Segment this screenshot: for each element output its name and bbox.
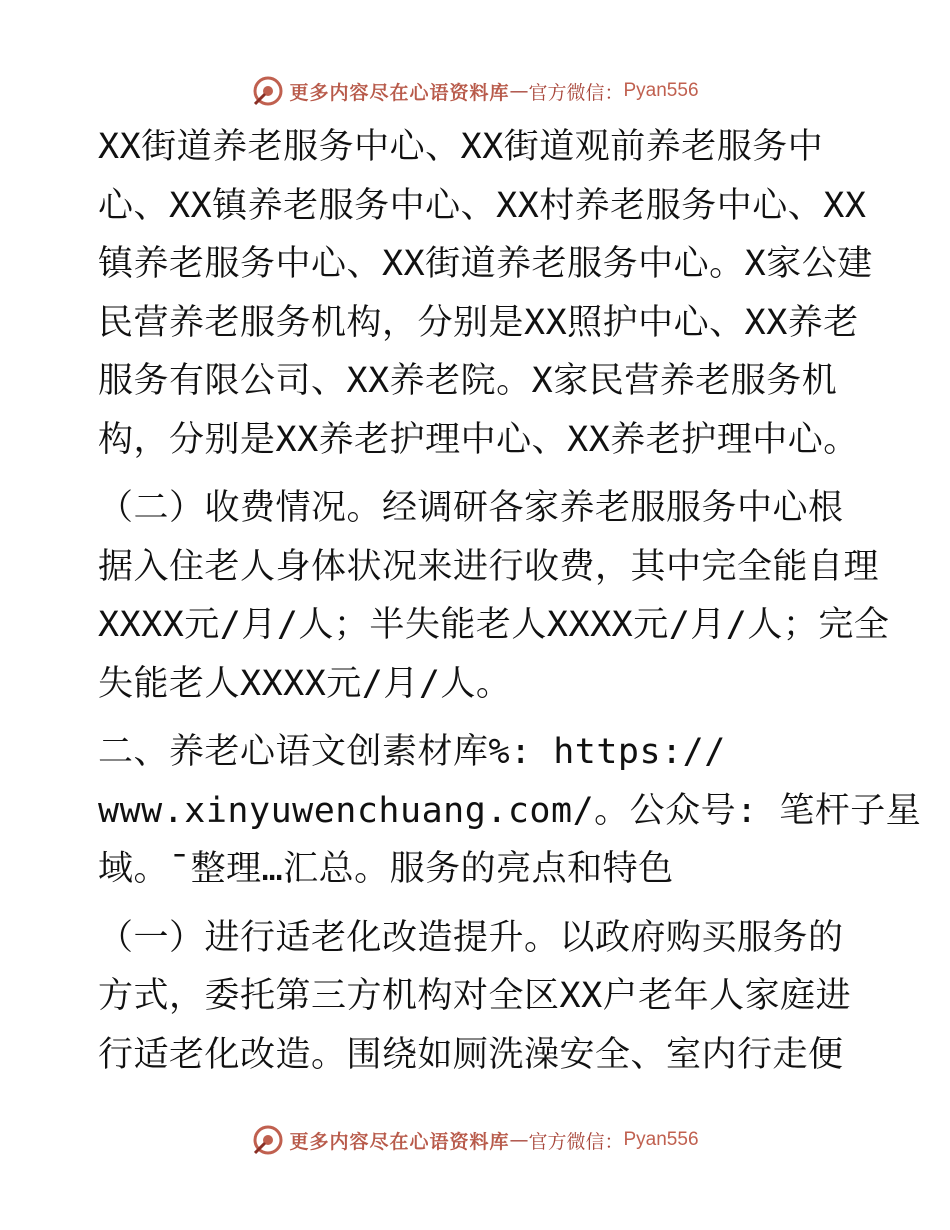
document-body xyxy=(98,118,922,1084)
paragraph-fees xyxy=(98,479,890,713)
watermark-dash: — xyxy=(509,1129,529,1151)
text-line: 域。¯整理…汇总。服务的亮点和特色 xyxy=(98,849,674,889)
text-line: （一）进行适老化改造提升。以政府购买服务的 xyxy=(98,917,844,958)
paragraph-renovation xyxy=(98,909,858,1085)
watermark-prefix: 更多内容尽在心语资料库 xyxy=(289,1130,510,1153)
watermark-header xyxy=(0,71,950,111)
watermark-footer xyxy=(0,1120,950,1160)
text-line: （二）收费情况。经调研各家养老服服务中心根 xyxy=(98,488,844,528)
text-line: 心、XX镇养老服务中心、XX村养老服务中心、XX xyxy=(98,185,867,226)
text-line: 二、养老心语文创素材库%: https:// xyxy=(98,732,726,772)
text-line: 民营养老服务机构，分别是XX照护中心、XX养老 xyxy=(98,302,859,343)
watermark-prefix: 更多内容尽在心语资料库 xyxy=(289,81,510,104)
text-line: 镇养老服务中心、XX街道养老服务中心。X家公建 xyxy=(98,244,873,284)
watermark-dash: — xyxy=(509,80,529,102)
text-line: XX街道养老服务中心、XX街道观前养老服务中 xyxy=(98,127,824,167)
text-line: XXXX元/月/人；半失能老人XXXX元/月/人；完全 xyxy=(98,605,890,645)
watermark-account: Pyan556 xyxy=(623,1129,699,1150)
text-line: 服务有限公司、XX养老院。X家民营养老服务机 xyxy=(98,361,838,401)
watermark-middle: 官方微信： xyxy=(528,1130,624,1153)
text-line: 据入住老人身体状况来进行收费，其中完全能自理 xyxy=(98,546,880,587)
paragraph-section-two xyxy=(98,723,922,899)
text-line: 方式，委托第三方机构对全区XX户老年人家庭进 xyxy=(98,976,852,1016)
watermark-account: Pyan556 xyxy=(623,80,699,101)
text-line: 行适老化改造。围绕如厕洗澡安全、室内行走便 xyxy=(98,1034,844,1075)
watermark-middle: 官方微信： xyxy=(528,81,624,104)
pen-logo-icon xyxy=(251,1123,285,1157)
text-line: 构，分别是XX养老护理中心、XX养老护理中心。 xyxy=(98,419,859,460)
text-line: www.xinyuwenchuang.com/。公众号: 笔杆子星 xyxy=(98,790,922,831)
pen-logo-icon xyxy=(251,74,285,108)
paragraph-institutions xyxy=(98,118,873,469)
text-line: 失能老人XXXX元/月/人。 xyxy=(98,663,512,704)
